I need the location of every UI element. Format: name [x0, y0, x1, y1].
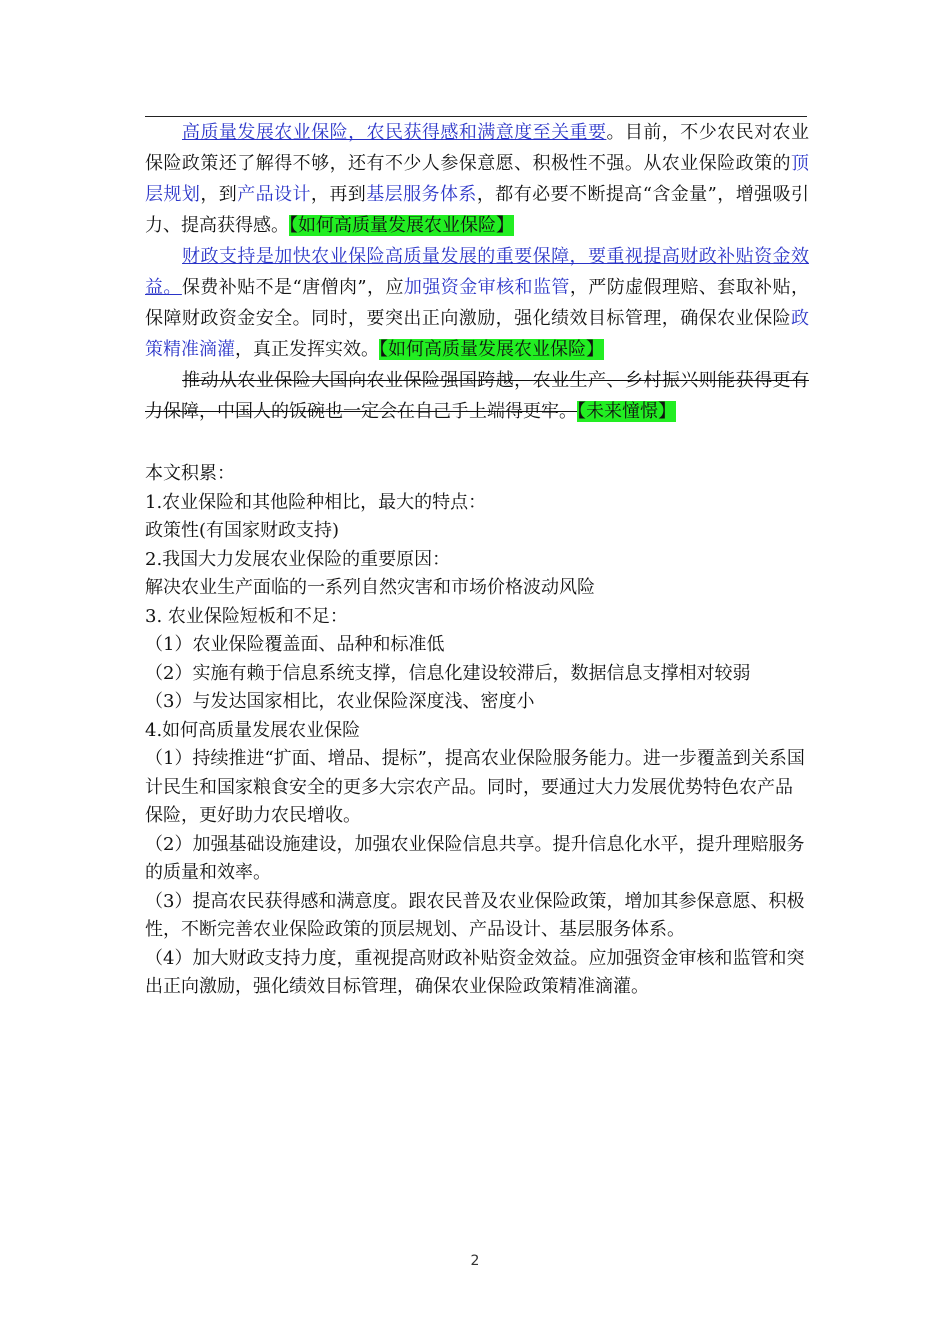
notes-line-2: 政策性(有国家财政支持) — [145, 520, 340, 541]
p1-text-2: ，到 — [200, 184, 238, 205]
p2-text-3: ，真正发挥实效。 — [235, 339, 379, 360]
notes-line-10: （1）持续推进“扩面、增品、提标”，提高农业保险服务能力。进一步覆盖到关系国计民生和国家粮食安全的更多大宗农产品。同时，要通过大力发展优势特色农产品保险，更好助力农民增收。 — [145, 748, 805, 826]
p2-lead-sentence: 财政支持是加快农业保险高质量发展的重要保障，要重视提高财政补贴资金效益。 — [145, 246, 809, 298]
paragraph-1 — [145, 117, 809, 241]
p1-highlight-tag: 【如何高质量发展农业保险】 — [289, 215, 514, 236]
notes-line-6: （1）农业保险覆盖面、品种和标准低 — [145, 634, 445, 655]
p1-text-1: 。目前，不少农民对农业保险政策还了解得不够，还有不少人参保意愿、积极性不强。从农业保险政策的 — [145, 122, 809, 174]
p3-struck-text: 推动从农业保险大国向农业保险强国跨越，农业生产、乡村振兴则能获得更有力保障，中国人的饭碗也一定会在自己手上端得更牢。 — [145, 370, 809, 422]
spacer — [145, 427, 809, 460]
p1-keyword-2: 产品设计 — [237, 184, 311, 205]
page-number: 2 — [470, 1253, 480, 1269]
p1-keyword-3: 基层服务体系 — [366, 184, 477, 205]
notes-heading: 本文积累： — [145, 463, 235, 484]
p1-lead-sentence: 高质量发展农业保险，农民获得感和满意度至关重要 — [182, 122, 607, 143]
p3-highlight-tag: 【未来憧憬】 — [577, 401, 676, 422]
notes-line-5: 3. 农业保险短板和不足： — [145, 605, 348, 627]
notes-line-9: 4.如何高质量发展农业保险 — [145, 719, 361, 741]
notes-line-8: （3）与发达国家相比，农业保险深度浅、密度小 — [145, 691, 535, 712]
paragraph-3 — [145, 365, 809, 427]
p1-text-4: ，都有必要不断提高“含金量”，增强吸引力、提高获得感。 — [145, 184, 810, 236]
document-content — [145, 117, 809, 1002]
notes-line-12: （3）提高农民获得感和满意度。跟农民普及农业保险政策，增加其参保意愿、积极性，不断完善农业保险政策的顶层规划、产品设计、基层服务体系。 — [145, 890, 805, 940]
paragraph-2 — [145, 241, 809, 365]
notes-line-11: （2）加强基础设施建设，加强农业保险信息共享。提升信息化水平，提升理赔服务的质量和效率。 — [145, 833, 805, 883]
p1-keyword-1: 顶层规划 — [145, 153, 809, 205]
p2-keyword-1: 加强资金审核和监管 — [403, 277, 570, 298]
p2-keyword-2: 政策精准滴灌 — [145, 308, 809, 360]
notes-line-1: 1.农业保险和其他险种相比，最大的特点： — [145, 491, 487, 513]
p2-text-2: ，严防虚假理赔、套取补贴，保障财政资金安全。同时，要突出正向激励，强化绩效目标管理，确保农业保险 — [145, 277, 810, 329]
p1-text-3: ，再到 — [310, 184, 367, 205]
notes-line-3: 2.我国大力发展农业保险的重要原因： — [145, 548, 451, 570]
p2-highlight-tag: 【如何高质量发展农业保险】 — [379, 339, 604, 360]
p2-text-1: 保费补贴不是“唐僧肉”，应 — [181, 277, 404, 298]
notes-line-4: 解决农业生产面临的一系列自然灾害和市场价格波动风险 — [145, 577, 595, 598]
notes-line-13: （4）加大财政支持力度，重视提高财政补贴资金效益。应加强资金审核和监管和突出正向激励，强化绩效目标管理，确保农业保险政策精准滴灌。 — [145, 947, 805, 997]
notes-line-7: （2）实施有赖于信息系统支撑，信息化建设较滞后，数据信息支撑相对较弱 — [145, 662, 751, 684]
